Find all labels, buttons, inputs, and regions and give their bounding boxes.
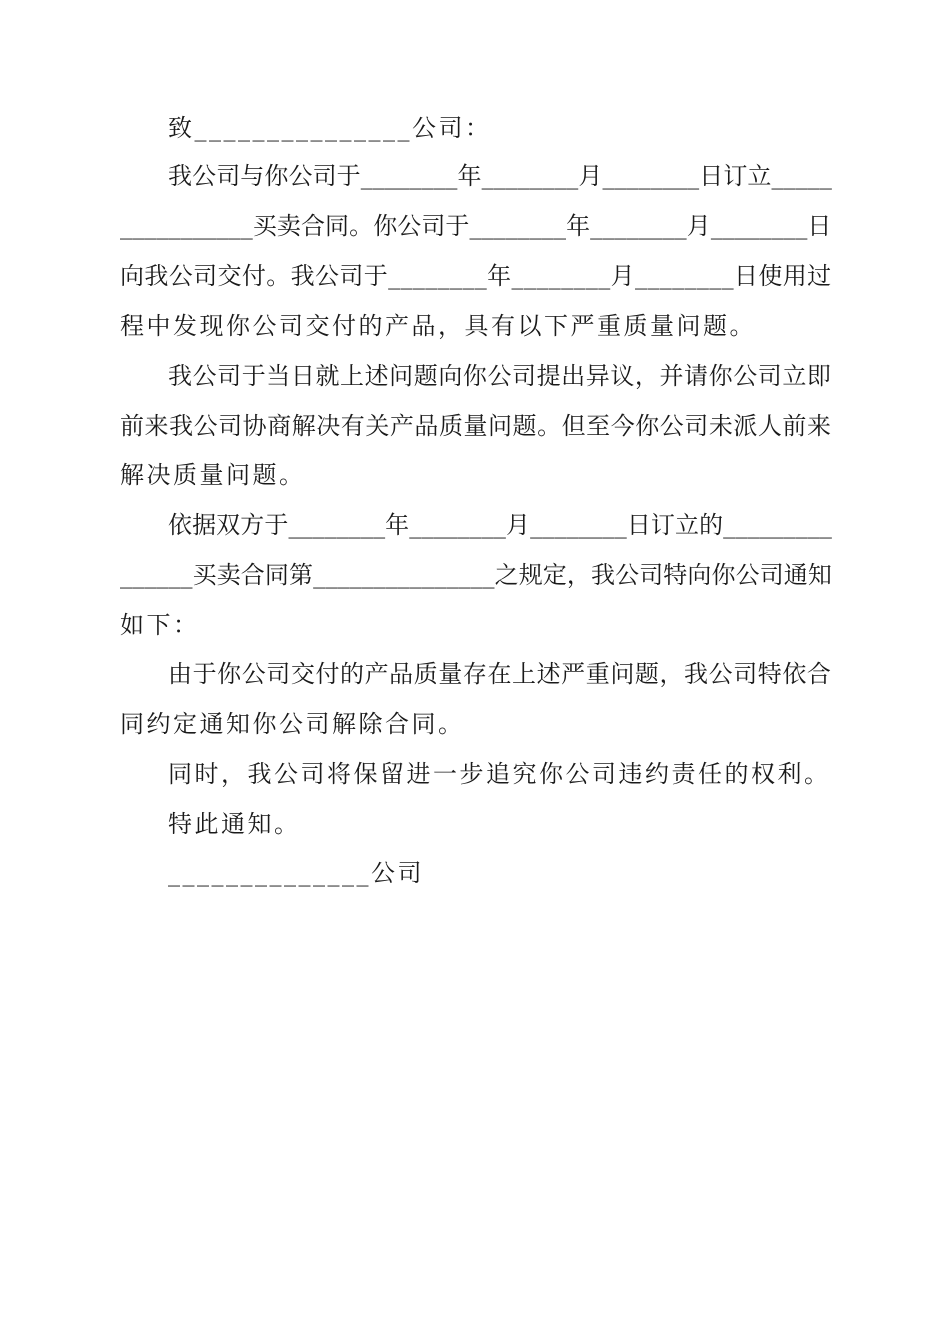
closing-line: 特此通知。 [168, 810, 301, 838]
body-line: 解决质量问题。 [120, 461, 306, 489]
body-line: 同约定通知你公司解除合同。 [120, 710, 465, 738]
body-line: 同时，我公司将保留进一步追究你公司违约责任的权利。 [168, 760, 831, 788]
body-line: 前来我公司协商解决有关产品质量问题。但至今你公司未派人前来 [120, 412, 832, 440]
salutation-line: 致_______________公司： [168, 114, 492, 142]
body-line: 我公司于当日就上述问题向你公司提出异议，并请你公司立即 [168, 362, 832, 390]
body-line: 向我公司交付。我公司于________年________月________日使用过 [120, 262, 832, 290]
body-line: ___________买卖合同。你公司于________年________月________日 [120, 212, 832, 240]
body-line: 依据双方于________年________月________日订立的_________ [168, 511, 832, 539]
signature-line: ______________公司 [168, 859, 424, 887]
body-line: 程中发现你公司交付的产品，具有以下严重质量问题。 [120, 312, 756, 340]
body-line: 由于你公司交付的产品质量存在上述严重问题，我公司特依合 [168, 660, 832, 688]
body-line: ______买卖合同第_______________之规定，我公司特向你公司通知 [120, 561, 832, 589]
body-line: 如下： [120, 611, 200, 639]
body-line: 我公司与你公司于________年________月________日订立_____ [168, 162, 832, 190]
